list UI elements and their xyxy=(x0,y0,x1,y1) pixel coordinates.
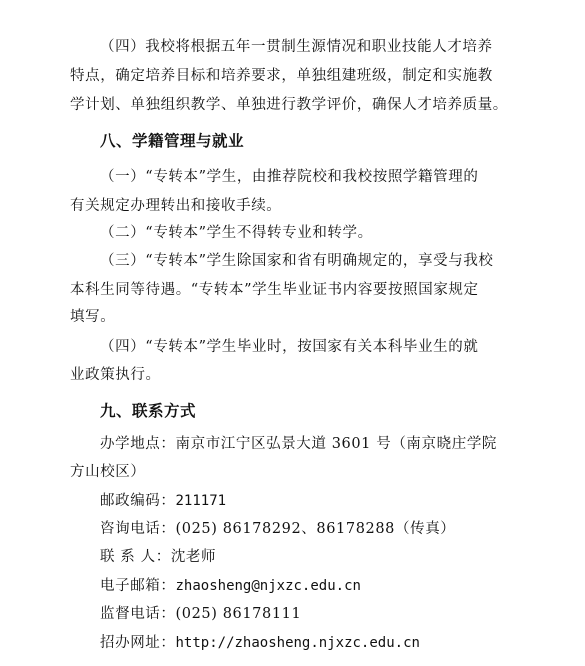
section-heading-8: 八、学籍管理与就业 xyxy=(100,132,245,150)
postcode-label: 邮政编码： xyxy=(100,493,176,509)
paragraph-line: （二）“专转本”学生不得转专业和转学。 xyxy=(100,225,373,241)
email-link[interactable]: zhaosheng@njxzc.edu.cn xyxy=(175,578,361,594)
address-line: 办学地点：南京市江宁区弘景大道 3601 号（南京晓庄学院 xyxy=(100,436,498,452)
paragraph-line: 填写。 xyxy=(70,309,116,325)
website-link[interactable]: http://zhaosheng.njxzc.edu.cn xyxy=(175,635,420,651)
contact-label: 联 系 人： xyxy=(100,549,171,565)
email-row xyxy=(100,575,570,597)
phone-row xyxy=(100,518,570,540)
paragraph-line: 本科生同等待遇。“专转本”学生毕业证书内容要按照国家规定 xyxy=(70,282,479,298)
paragraph-line: （三）“专转本”学生除国家和省有明确规定的，享受与我校 xyxy=(100,253,494,269)
supervise-label: 监督电话： xyxy=(100,606,176,622)
paragraph-line: 学计划、单独组织教学、单独进行教学评价，确保人才培养质量。 xyxy=(70,97,508,113)
paragraph-line: 业政策执行。 xyxy=(70,367,161,383)
postcode-row xyxy=(100,490,570,512)
contact-value: 沈老师 xyxy=(170,549,217,565)
website-label: 招办网址： xyxy=(100,635,176,651)
paragraph-line: （四）我校将根据五年一贯制生源情况和职业技能人才培养 xyxy=(100,39,493,55)
paragraph-line: 特点，确定培养目标和培养要求，单独组建班级，制定和实施教 xyxy=(70,68,493,84)
paragraph-line: 有关规定办理转出和接收手续。 xyxy=(70,198,282,214)
paragraph-line: （一）“专转本”学生，由推荐院校和我校按照学籍管理的 xyxy=(100,169,479,185)
email-label: 电子邮箱： xyxy=(100,578,176,594)
postcode-value: 211171 xyxy=(175,493,227,509)
section-heading-9: 九、联系方式 xyxy=(100,402,197,420)
phone-label: 咨询电话： xyxy=(100,521,176,537)
address-line: 方山校区） xyxy=(70,464,146,480)
phone-value: (025) 86178292、86178288（传真） xyxy=(175,521,456,537)
website-row xyxy=(100,632,570,654)
supervise-value: (025) 86178111 xyxy=(175,606,302,622)
paragraph-line: （四）“专转本”学生毕业时，按国家有关本科毕业生的就 xyxy=(100,339,479,355)
supervise-row xyxy=(100,603,570,625)
contact-row xyxy=(100,546,570,568)
